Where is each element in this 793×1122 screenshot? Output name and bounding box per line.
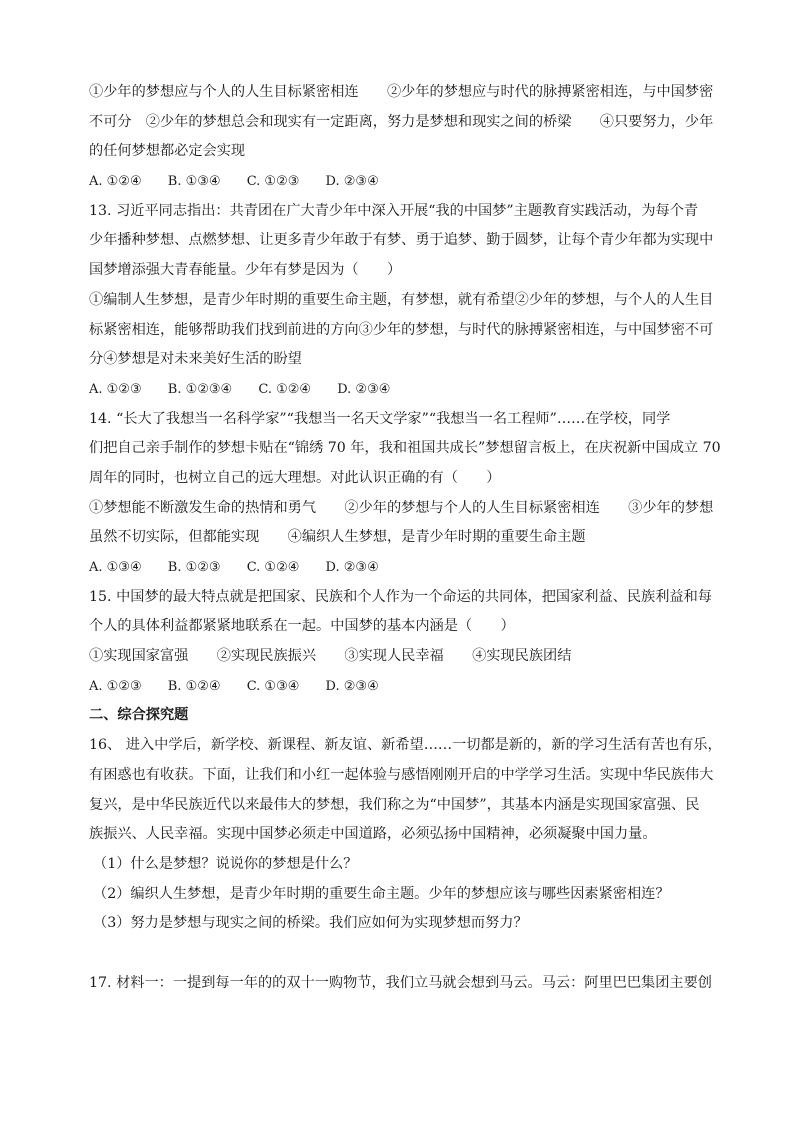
text-line: 标紧密相连，能够帮助我们找到前进的方向③少年的梦想，与时代的脉搏紧密相连，与中国梦密不可: [89, 321, 714, 338]
option-d: D. ②③④: [325, 560, 379, 575]
question-13-options: [89, 375, 711, 405]
option-d: D. ②③④: [325, 174, 379, 190]
question-14-stem: [89, 405, 721, 494]
question-14-options: [89, 553, 711, 583]
text-line: 少年播种梦想、点燃梦想、让更多青少年敢于有梦、勇于追梦、勤于圆梦，让每个青少年都为实现中: [89, 232, 714, 249]
option-c: C. ①②④: [258, 381, 312, 397]
text-line: 有困惑也有收获。下面，让我们和小红一起体验与感悟刚刚开启的中学学习生活。实现中华民族伟大: [89, 766, 714, 783]
question-14-statements: [89, 494, 714, 553]
subquestion: （3）努力是梦想与现实之间的桥梁。我们应如何为实现梦想而努力？: [93, 915, 528, 932]
option-a: A. ①②④: [89, 174, 142, 190]
option-b: B. ①③④: [167, 174, 221, 190]
spacer: [89, 939, 711, 969]
question-13-statements: [89, 286, 714, 375]
option-a: A. ①②③: [89, 381, 142, 397]
text-line: 13. 习近平同志指出：共青团在广大青少年中深入开展“我的中国梦”主题教育实践活动，为每个青: [89, 202, 699, 219]
option-c: C. ①②③: [246, 174, 300, 190]
text-line: 们把自己亲手制作的梦想卡贴在“锦绣 70 年，我和祖国共成长”梦想留言板上，在庆祝新中国成立 70: [89, 440, 721, 457]
section-heading: 二、综合探究题: [89, 707, 189, 724]
text-line: 14. “长大了我想当一名科学家”“我想当一名天文学家”“我想当一名工程师”……在学校，同学: [89, 410, 671, 427]
question-15-statements: [89, 642, 711, 672]
text-line: 虽然不切实际，但都能实现 ④编织人生梦想，是青少年时期的重要生命主题: [89, 529, 586, 546]
text-line: 国梦增添强大青春能量。少年有梦是因为（ ）: [89, 262, 402, 279]
question-15-options: [89, 672, 711, 702]
text-line: 的任何梦想都必定会实现: [89, 143, 246, 160]
question-15-stem: [89, 583, 711, 642]
subquestion: （2）编织人生梦想，是青少年时期的重要生命主题。少年的梦想应该与哪些因素紧密相连？: [93, 885, 670, 902]
question-16-subquestions: [89, 850, 711, 939]
option-b: B. ①②③④: [167, 381, 233, 397]
text-line: ①少年的梦想应与个人的人生目标紧密相连 ②少年的梦想应与时代的脉搏紧密相连，与中国梦密: [89, 84, 714, 100]
option-b: B. ①②④: [167, 678, 221, 694]
text-line: 16、 进入中学后，新学校、新课程、新友谊、新希望……一切都是新的，新的学习生活有苦也有乐，: [89, 737, 722, 754]
option-b: B. ①②③: [167, 560, 221, 575]
option-d: D. ②③④: [337, 381, 391, 397]
option-d: D. ②③④: [325, 678, 379, 694]
text-line: 个人的具体利益都紧紧地联系在一起。中国梦的基本内涵是（ ）: [89, 618, 515, 635]
text-line: 分④梦想是对未来美好生活的盼望: [89, 351, 302, 368]
question-12-statements: [89, 78, 714, 167]
option-a: A. ①③④: [89, 560, 142, 575]
subquestion: （1）什么是梦想？说说你的梦想是什么？: [93, 855, 358, 872]
option-a: A. ①②③: [89, 678, 142, 694]
option-c: C. ①②④: [246, 560, 300, 575]
text-line: 族振兴、人民幸福。实现中国梦必须走中国道路，必须弘扬中国精神，必须凝聚中国力量。: [89, 826, 657, 843]
text-line: ①实现国家富强 ②实现民族振兴 ③实现人民幸福 ④实现民族团结: [89, 648, 572, 665]
text-line: 17. 材料一：一提到每一年的的双十一购物节，我们立马就会想到马云。马云：阿里巴巴集团主要创: [89, 974, 712, 991]
question-16-stem: [89, 731, 722, 850]
question-17-stem: [89, 969, 711, 999]
text-line: 周年的同时，也树立自己的远大理想。对此认识正确的有（ ）: [89, 469, 501, 486]
option-c: C. ①③④: [246, 678, 300, 694]
question-12-options: [89, 167, 711, 197]
text-line: 不可分 ②少年的梦想总会和现实有一定距离，努力是梦想和现实之间的桥梁 ④只要努力，少年: [89, 113, 714, 130]
text-line: ①梦想能不断激发生命的热情和勇气 ②少年的梦想与个人的人生目标紧密相连 ③少年的梦想: [89, 499, 714, 516]
question-13-stem: [89, 197, 714, 286]
text-line: 15. 中国梦的最大特点就是把国家、民族和个人作为一个命运的共同体，把国家利益、民族利益和每: [89, 588, 712, 605]
text-line: 复兴，是中华民族近代以来最伟大的梦想，我们称之为“中国梦”，其基本内涵是实现国家富强、民: [89, 796, 700, 813]
text-line: ①编制人生梦想，是青少年时期的重要生命主题，有梦想，就有希望②少年的梦想，与个人的人生目: [89, 291, 714, 308]
exam-page: [89, 78, 722, 998]
